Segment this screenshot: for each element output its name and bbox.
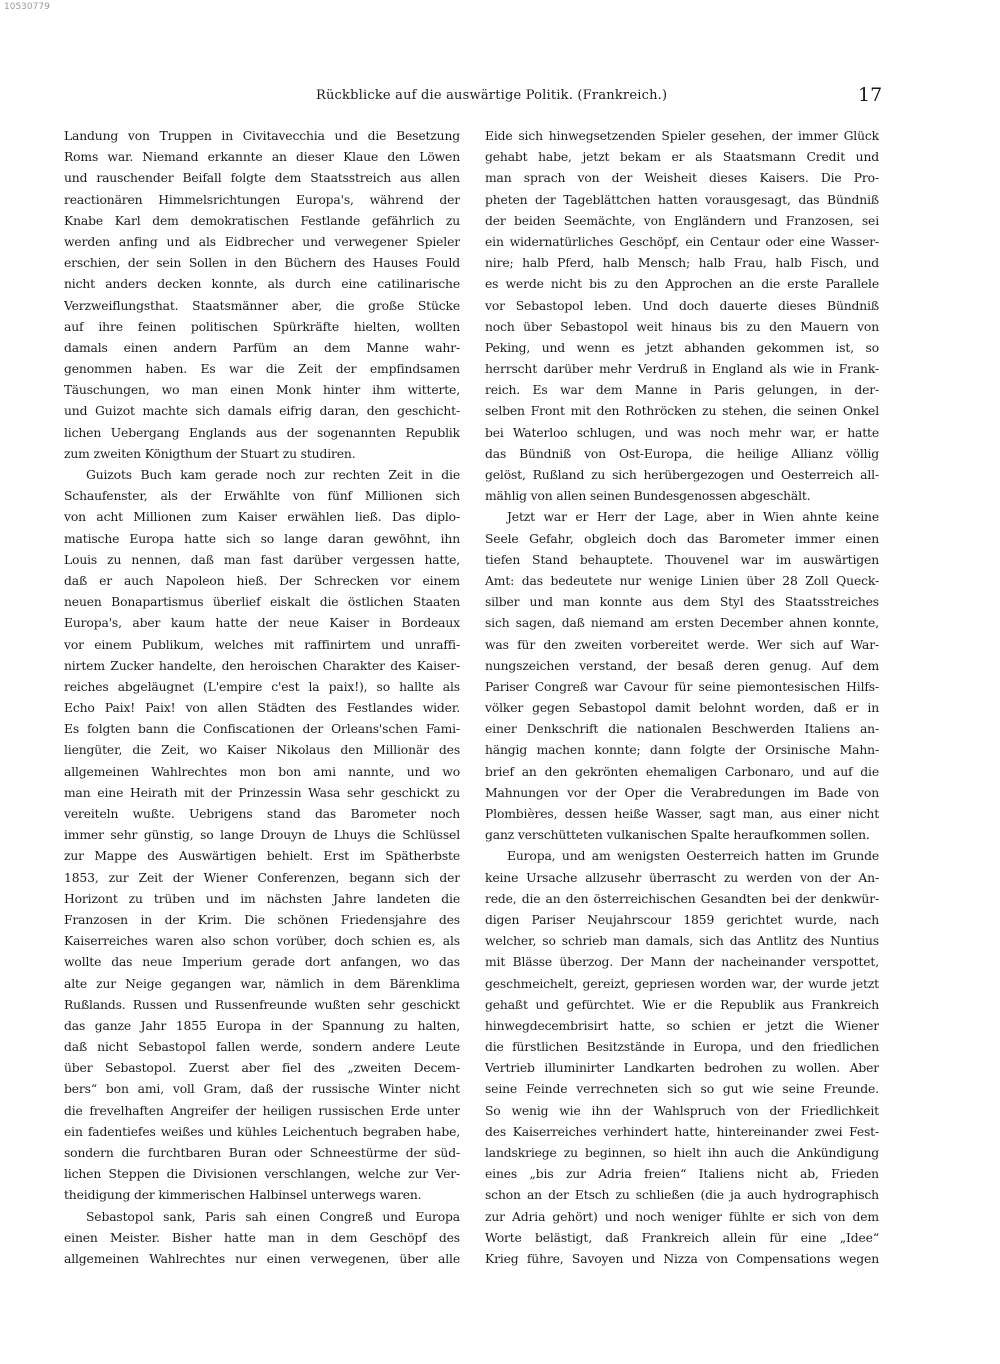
text-line: keine Ursache allzusehr überrascht zu werden von der An-	[485, 870, 879, 885]
text-line: welcher, so schrieb man damals, sich das Antlitz des Nuntius	[485, 934, 879, 949]
text-line: geschmeichelt, gereizt, gepriesen worden war, der wurde jetzt	[485, 976, 879, 991]
text-line: auf ihre feinen politischen Spürkräfte hielten, wollten	[64, 319, 460, 334]
text-line: nungszeichen verstand, der besaß deren genug. Auf dem	[485, 658, 879, 673]
text-line: vereiteln wußte. Uebrigens stand das Barometer noch	[64, 807, 460, 821]
text-line: Seele Gefahr, obgleich doch das Barometer immer einen	[485, 531, 879, 546]
text-line: gehaßt und gefürchtet. Wie er die Republik aus Frankreich	[485, 997, 879, 1012]
text-line: Louis zu nennen, daß man fast darüber vergessen hatte,	[64, 552, 460, 567]
text-line: zur Mappe des Auswärtigen behielt. Erst im Spätherbste	[64, 849, 460, 864]
running-head	[0, 84, 1000, 108]
text-line: erschien, der sein Sollen in den Büchern des Hauses Fould	[64, 256, 460, 271]
page-number: 17	[858, 84, 883, 106]
text-line: alte zur Neige gegangen war, nämlich in dem Bärenklima	[64, 976, 460, 991]
text-line: hängig machen konnte; dann folgte der Orsinische Mahn-	[485, 743, 879, 758]
text-line: wollte das neue Imperium gerade dort anfangen, wo das	[64, 955, 460, 970]
text-line: Jetzt war er Herr der Lage, aber in Wien ahnte keine	[507, 510, 879, 525]
text-line: ein fadentiefes weißes und kühles Leichentuch begraben habe,	[64, 1124, 460, 1139]
text-line: man sprach von der Weisheit dieses Kaisers. Die Pro-	[485, 171, 879, 186]
library-stamp-number: 10530779	[4, 2, 50, 12]
text-line: sondern die furchtbaren Buran oder Schneestürme der süd-	[64, 1146, 460, 1160]
text-line: über Sebastopol. Zuerst aber fiel des „zweiten Decem-	[64, 1061, 460, 1076]
text-line: digen Pariser Neujahrscour 1859 gerichtet wurde, nach	[485, 912, 879, 927]
text-line: Es folgten bann die Confiscationen der Orleans'schen Fami-	[64, 722, 460, 737]
text-line: einen Meister. Bisher hatte man in dem Geschöpf des	[64, 1230, 460, 1245]
text-line: hinwegdecembrisirt hatte, so schien er jetzt die Wiener	[485, 1018, 879, 1033]
text-line: was für den zweiten vorbereitet werde. Wer sich auf War-	[485, 637, 879, 652]
text-line: Sebastopol sank, Paris sah einen Congreß und Europa	[86, 1209, 460, 1224]
text-line: pheten der Tageblättchen hatten vorausgesagt, das Bündniß	[485, 192, 879, 207]
text-line: zum zweiten Königthum der Stuart zu studiren.	[64, 446, 356, 461]
text-line: es werde nicht bis zu den Approchen an die erste Parallele	[485, 277, 879, 292]
text-line: tiefen Stand behauptete. Thouvenel war im auswärtigen	[485, 552, 879, 567]
text-line: Kaiserreiches waren also schon vorüber, doch schien es, als	[64, 934, 460, 949]
text-line: matische Europa hatte sich so lange daran gewöhnt, ihn	[64, 531, 460, 546]
text-line: immer sehr günstig, so lange Drouyn de Lhuys die Schlüssel	[64, 828, 460, 843]
text-line: Guizots Buch kam gerade noch zur rechten Zeit in die	[86, 468, 460, 482]
text-line: Europa's, aber kaum hatte der neue Kaiser in Bordeaux	[64, 616, 460, 631]
text-line: nicht anders decken konnte, als durch eine catilinarische	[64, 277, 460, 292]
left-text-column	[64, 126, 460, 1270]
text-line: von acht Millionen zum Kaiser erwählen ließ. Das diplo-	[64, 510, 460, 525]
text-line: nire; halb Pferd, halb Mensch; halb Frau, halb Fisch, und	[485, 256, 879, 271]
text-line: Pariser Congreß war Cavour für seine piemontesischen Hilfs-	[485, 679, 879, 694]
text-line: die frevelhaften Angreifer der heiligen russischen Erde unter	[64, 1103, 460, 1118]
text-line: gelöst, Rußland zu sich herübergezogen und Oesterreich all-	[485, 468, 879, 482]
text-line: man eine Heirath mit der Prinzessin Wasa sehr geschickt zu	[64, 785, 460, 800]
right-text-column	[485, 126, 879, 1270]
text-line: allgemeinen Wahlrechtes nur einen verwegenen, über alle	[64, 1251, 460, 1266]
text-line: Peking, und wenn es jetzt abhanden gekommen ist, so	[485, 340, 879, 355]
text-line: 1853, zur Zeit der Wiener Conferenzen, begann sich der	[64, 870, 460, 885]
text-line: silber und man konnte aus dem Styl des Staatsstreiches	[485, 595, 879, 610]
text-line: reich. Es war dem Manne in Paris gelungen, in der-	[485, 383, 879, 398]
text-line: Roms war. Niemand erkannte an dieser Klaue den Löwen	[64, 150, 460, 165]
text-line: So wenig wie ihn der Wahlspruch von der Friedlichkeit	[485, 1103, 879, 1118]
text-line: Verzweiflungsthat. Staatsmänner aber, die große Stücke	[64, 298, 460, 313]
text-line: einer Denkschrift die nationalen Beschwerden Italiens an-	[485, 722, 879, 737]
text-line: das Bündniß von Ost-Europa, die heilige Allianz völlig	[485, 446, 879, 461]
text-line: neuen Bonapartismus überlief eiskalt die östlichen Staaten	[64, 595, 460, 610]
text-line: selben Front mit den Rothröcken zu stehen, die seinen Onkel	[485, 404, 879, 419]
text-line: Amt: das bedeutete nur wenige Linien über 28 Zoll Queck-	[485, 573, 879, 588]
text-line: Knabe Karl dem demokratischen Festlande gefährlich zu	[64, 213, 460, 228]
text-line: Plombières, dessen heiße Wasser, sagt man, aus einer nicht	[485, 807, 879, 821]
text-line: reactionären Himmelsrichtungen Europa's, während der	[64, 192, 460, 207]
text-line: lichen Uebergang Englands aus der sogenannten Republik	[64, 425, 460, 440]
text-line: der beiden Seemächte, von Engländern und Franzosen, sei	[485, 213, 879, 228]
text-line: die fürstlichen Besitzstände in Europa, und den friedlichen	[485, 1040, 879, 1055]
text-line: ein widernatürliches Geschöpf, ein Centaur oder eine Wasser-	[485, 234, 879, 249]
text-line: genommen haben. Es war die Zeit der empfindsamen	[64, 362, 460, 377]
text-line: reiches abgeläugnet (L'empire c'est la paix!), so hallte als	[64, 679, 460, 694]
text-line: allgemeinen Wahlrechtes mon bon ami nannte, und wo	[64, 764, 460, 779]
text-line: und rauschender Beifall folgte dem Staatsstreich aus allen	[64, 171, 460, 186]
text-line: Echo Paix! Paix! von allen Städten des Festlandes wider.	[64, 701, 460, 716]
text-line: das ganze Jahr 1855 Europa in der Spannung zu halten,	[64, 1018, 460, 1033]
text-line: Franzosen in der Krim. Die schönen Friedensjahre des	[64, 912, 460, 927]
text-line: rede, die an den österreichischen Gesandten bei der denkwür-	[485, 891, 879, 906]
text-line: vor einem Publikum, welches mit raffinirtem und unraffi-	[64, 637, 460, 652]
text-line: bers“ bon ami, voll Gram, daß der russische Winter nicht	[64, 1082, 460, 1097]
text-line: zur Adria gehört) und noch weniger fühlte er sich von dem	[485, 1209, 879, 1224]
text-line: theidigung der kimmerischen Halbinsel unterwegs waren.	[64, 1188, 422, 1203]
text-line: landskriege zu beginnen, so hielt ihn auch die Ankündigung	[485, 1146, 879, 1160]
text-line: vor Sebastopol leben. Und doch dauerte dieses Bündniß	[485, 298, 879, 313]
text-line: ganz verschütteten vulkanischen Spalte heraufkommen sollen.	[485, 828, 870, 843]
text-line: bei Waterloo schlugen, und was noch mehr war, er hatte	[485, 425, 879, 440]
text-line: daß er auch Napoleon hieß. Der Schrecken vor einem	[64, 573, 460, 588]
text-line: gehabt habe, jetzt bekam er als Staatsmann Credit und	[485, 150, 879, 165]
text-line: Europa, und am wenigsten Oesterreich hatten im Grunde	[507, 849, 879, 864]
text-line: Täuschungen, wo man einen Monk hinter ihm witterte,	[64, 383, 460, 398]
text-line: damals einen andern Parfüm an dem Manne wahr-	[64, 340, 460, 355]
text-line: Worte belästigt, daß Frankreich allein für eine „Idee“	[485, 1230, 879, 1245]
text-line: Mahnungen vor der Oper die Verabredungen im Bade von	[485, 785, 879, 800]
running-head-title: Rückblicke auf die auswärtige Politik. (Frankreich.)	[316, 88, 668, 103]
text-line: schon an der Etsch zu schließen (die ja auch hydrographisch	[485, 1188, 879, 1203]
text-line: mählig von allen seinen Bundesgenossen abgeschält.	[485, 489, 811, 504]
text-line: daß nicht Sebastopol fallen werde, sondern andere Leute	[64, 1040, 460, 1055]
text-line: werden anfing und als Eidbrecher und verwegener Spieler	[64, 234, 460, 249]
text-line: Vertrieb illuminirter Landkarten bedrohen zu wollen. Aber	[485, 1061, 879, 1076]
text-line: brief an den gekrönten ehemaligen Carbonaro, und auf die	[485, 764, 879, 779]
text-line: seine Feinde verrechneten sich so gut wie seine Freunde.	[485, 1082, 879, 1097]
text-line: lichen Steppen die Divisionen verschlangen, welche zur Ver-	[64, 1167, 460, 1182]
text-line: noch über Sebastopol weit hinaus bis zu den Mauern von	[485, 319, 879, 334]
text-line: und Guizot machte sich damals eifrig daran, den geschicht-	[64, 404, 460, 419]
text-line: mit Blässe überzog. Der Mann der nacheinander verspottet,	[485, 955, 879, 970]
text-line: Horizont zu trüben und im nächsten Jahre landeten die	[64, 891, 460, 906]
text-line: Krieg führe, Savoyen und Nizza von Compensations wegen	[485, 1251, 879, 1266]
text-line: sich sagen, daß niemand am ersten December ahnen konnte,	[485, 616, 879, 631]
text-line: Schaufenster, als der Erwählte von fünf Millionen sich	[64, 489, 460, 504]
text-line: nirtem Zucker handelte, den heroischen Charakter des Kaiser-	[64, 658, 460, 673]
text-line: Eide sich hinwegsetzenden Spieler gesehen, der immer Glück	[485, 129, 879, 143]
text-line: liengüter, die Zeit, wo Kaiser Nikolaus den Millionär des	[64, 743, 460, 758]
text-line: völker gegen Sebastopol damit belohnt worden, daß er in	[485, 701, 879, 716]
text-line: des Kaiserreiches verhindert hatte, hintereinander zwei Fest-	[485, 1124, 879, 1139]
text-line: Landung von Truppen in Civitavecchia und die Besetzung	[64, 129, 460, 143]
text-line: eines „bis zur Adria freien“ Italiens nicht ab, Frieden	[485, 1167, 879, 1182]
text-line: Rußlands. Russen und Russenfreunde wußten sehr geschickt	[64, 997, 460, 1012]
text-line: herrscht darüber mehr Verdruß in England als wie in Frank-	[485, 362, 879, 377]
